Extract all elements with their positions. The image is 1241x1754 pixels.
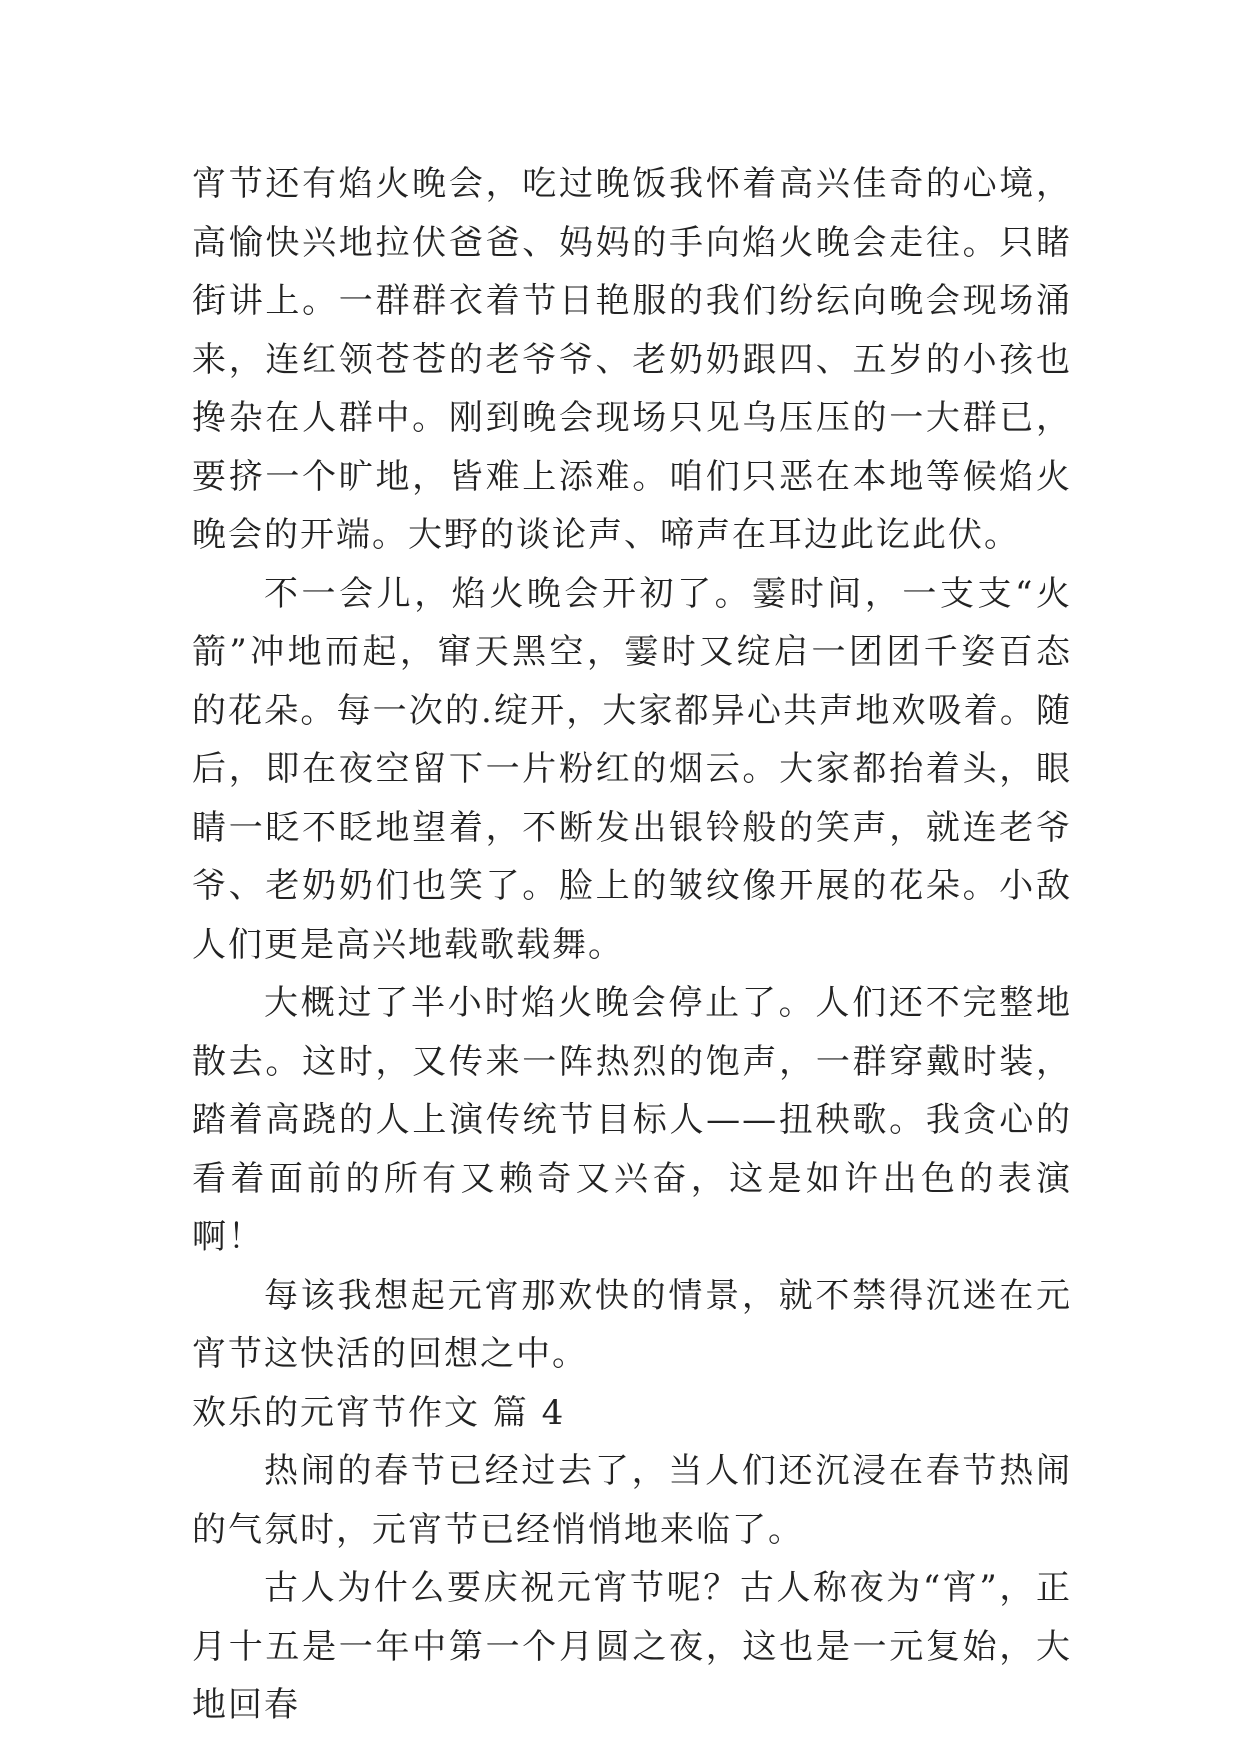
paragraph: 不一会儿，焰火晚会开初了。霎时间，一支支“火箭”冲地而起，窜天黑空，霎时又绽启一团团千姿百态的花朵。每一次的.绽开，大家都异心共声地欢吸着。随后，即在夜空留下一片粉红的烟云。大家都抬着头，眼睛一眨不眨地望着，不断发出银铃般的笑声，就连老爷爷、老奶奶们也笑了。脸上的皱纹像开展的花朵。小敌人们更是高兴地载歌载舞。 (192, 573, 1072, 965)
paragraph: 大概过了半小时焰火晚会停止了。人们还不完整地散去。这时，又传来一阵热烈的饱声，一群穿戴时装，踏着高跷的人上演传统节目标人——扭秧歌。我贪心的看着面前的所有又赖奇又兴奋，这是如许出色的表演啊！ (192, 983, 1072, 1257)
section-heading: 欢乐的元宵节作文 篇 4 (192, 1392, 566, 1433)
document-body (192, 155, 1072, 1735)
paragraph: 古人为什么要庆祝元宵节呢？古人称夜为“宵”，正月十五是一年中第一个月圆之夜，这也是一元复始，大地回春 (192, 1568, 1072, 1725)
paragraph: 宵节还有焰火晚会，吃过晚饭我怀着高兴佳奇的心境，高愉快兴地拉伏爸爸、妈妈的手向焰火晚会走往。只睹街讲上。一群群衣着节日艳服的我们纷纭向晚会现场涌来，连红领苍苍的老爷爷、老奶奶跟四、五岁的小孩也搀杂在人群中。刚到晚会现场只见乌压压的一大群已，要挤一个旷地，皆难上添难。咱们只恶在本地等候焰火晚会的开端。大野的谈论声、啼声在耳边此讫此伏。 (192, 164, 1072, 555)
paragraph: 每该我想起元宵那欢快的情景，就不禁得沉迷在元宵节这快活的回想之中。 (192, 1275, 1072, 1374)
paragraph: 热闹的春节已经过去了，当人们还沉浸在春节热闹的气氛时，元宵节已经悄悄地来临了。 (192, 1451, 1072, 1550)
